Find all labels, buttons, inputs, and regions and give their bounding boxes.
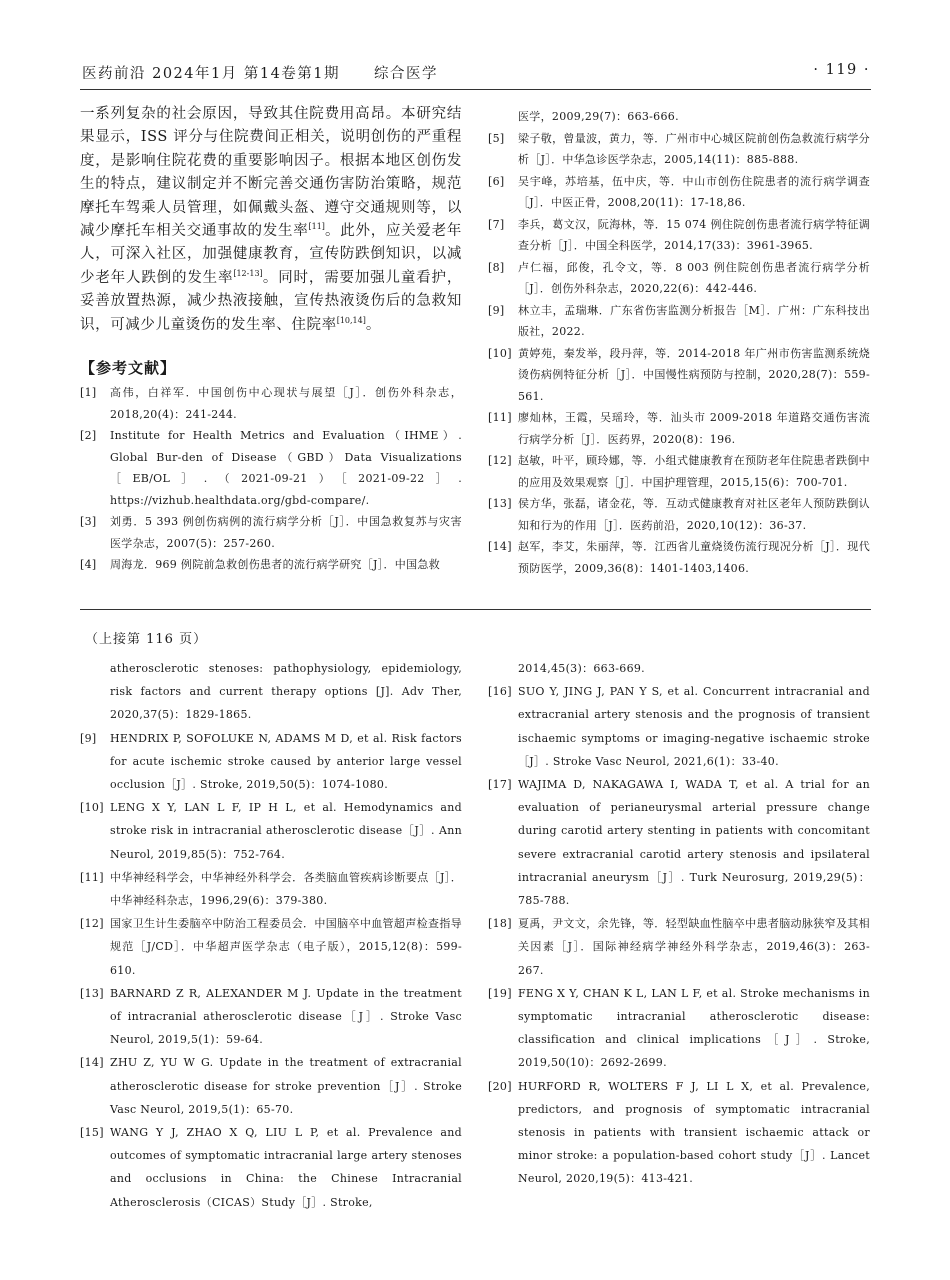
reference-number: [11]: [80, 870, 104, 884]
reference-item: [488, 343, 870, 408]
reference-item: [80, 796, 462, 866]
top-left-column: [80, 103, 462, 576]
reference-text: HURFORD R, WOLTERS F J, LI L X, et al. Prevalence, predictors, and prognosis of symptomatic intracranial stenosis in patients with transient ischaemic attack or minor stroke: a population-based cohort study［J］. Lancet Neurol, 2020,19(5)：413-421.: [518, 1079, 870, 1186]
journal-info: 医药前沿 2024年1月 第14卷第1期: [82, 66, 341, 82]
reference-item: [488, 128, 870, 171]
citation-10-14: [10,14]: [336, 315, 366, 325]
reference-text: WAJIMA D, NAKAGAWA I, WADA T, et al. A trial for an evaluation of perianeurysmal arterial pressure change during carotid artery stenting in patients with concomitant severe extracranial carotid artery stenosis and ipsilateral intracranial aneurysm［J］. Turk Neurosurg, 2019,29(5)：785-788.: [518, 778, 870, 908]
reference-number: [13]: [80, 986, 104, 1000]
reference-text: 黄婷苑，秦发举，段丹萍，等．2014-2018 年广州市伤害监测系统烧烫伤病例特征分析［J］．中国慢性病预防与控制，2020,28(7)：559-561.: [518, 346, 870, 403]
body-text-3: 。同时，需要加强儿童看护，妥善放置热源，减少热液接触，宣传热液烫伤后的急救知识，可减少儿童烫伤的发生率、住院率: [80, 269, 462, 333]
reference-item: [80, 982, 462, 1052]
bottom-left-column: [80, 657, 462, 1214]
reference-text: 赵军，李艾，朱丽萍，等．江西省儿童烧烫伤流行现况分析［J］．现代预防医学，2009,36(8)：1401-1403,1406.: [518, 540, 870, 575]
citation-12-13: [12-13]: [233, 268, 263, 278]
citation-11: [11]: [308, 222, 325, 232]
reference-item: [80, 382, 462, 425]
reference-item: [488, 257, 870, 300]
reference-text: ZHU Z, YU W G. Update in the treatment of extracranial atherosclerotic disease for stroke prevention［J］. Stroke Vasc Neurol, 2019,5(1)：65-70.: [110, 1056, 462, 1116]
reference-item: [80, 866, 462, 912]
reference-text: 高伟，白祥军．中国创伤中心现状与展望［J］．创伤外科杂志，2018,20(4)：241-244.: [110, 386, 462, 421]
reference-item: [488, 171, 870, 214]
ref-4-continued: 医学，2009,29(7)：663-666.: [518, 110, 679, 123]
reference-item: [80, 912, 462, 982]
reference-item: [488, 1075, 870, 1191]
section-divider: [80, 609, 871, 610]
reference-text: 廖灿林，王霞，吴瑶玲，等．汕头市 2009-2018 年道路交通伤害流行病学分析［J］．医药界，2020(8)：196.: [518, 411, 870, 446]
reference-text: 林立丰，孟瑞琳．广东省伤害监测分析报告［M］．广州：广东科技出版社，2022.: [518, 303, 870, 338]
reference-text: 周海龙．969 例院前急救创伤患者的流行病学研究［J］．中国急救: [110, 558, 440, 572]
reference-item: [488, 214, 870, 257]
reference-list-top-left: [80, 382, 462, 576]
reference-number: [2]: [80, 429, 97, 443]
reference-number: [1]: [80, 386, 97, 400]
running-header: [82, 62, 870, 86]
reference-item: [80, 425, 462, 511]
reference-item: [80, 511, 462, 554]
reference-text: 赵敏，叶平，顾玲娜，等．小组式健康教育在预防老年住院患者跌倒中的应用及效果观察［J］．中国护理管理，2015,15(6)：700-701.: [518, 454, 870, 489]
ref-8-continued: atherosclerotic stenoses: pathophysiology, epidemiology, risk factors and current therapy options [J]. Adv Ther, 2020,37(5)：1829-1865.: [110, 662, 462, 722]
reference-number: [9]: [80, 731, 97, 745]
reference-item: [488, 680, 870, 773]
reference-number: [4]: [80, 558, 97, 572]
reference-item: [80, 554, 462, 576]
reference-number: [19]: [488, 986, 512, 1000]
reference-item: [80, 727, 462, 797]
reference-item: [80, 1121, 462, 1214]
reference-text: 吴宇峰，苏培基，伍中庆，等．中山市创伤住院患者的流行病学调查［J］．中医正骨，2008,20(11)：17-18,86.: [518, 174, 870, 209]
reference-continuation: [80, 657, 462, 727]
reference-item: [80, 1051, 462, 1121]
reference-number: [14]: [80, 1056, 104, 1070]
ref-15-continued: 2014,45(3)：663-669.: [518, 662, 645, 675]
reference-text: 国家卫生计生委脑卒中防治工程委员会．中国脑卒中血管超声检查指导规范［J/CD］．中华超声医学杂志（电子版），2015,12(8)：599-610.: [110, 917, 462, 977]
reference-text: 卢仁福，邱俊，孔令文，等．8 003 例住院创伤患者流行病学分析［J］．创伤外科杂志，2020,22(6)：442-446.: [518, 260, 870, 295]
continued-from-note: （上接第 116 页）: [85, 632, 208, 647]
reference-text: Institute for Health Metrics and Evaluation（IHME）. Global Bur-den of Disease（GBD）Data Visualizations［EB/OL］.（2021-09-21）［2021-09-22］. https://vizhub.healthdata.org/gbd-compare/.: [110, 429, 462, 507]
reference-text: 李兵，葛文汉，阮海林，等．15 074 例住院创伤患者流行病学特征调查分析［J］．中国全科医学，2014,17(33)：3961-3965.: [518, 217, 870, 252]
reference-text: 侯方华，张磊，诸金花，等．互动式健康教育对社区老年人预防跌倒认知和行为的作用［J］．医药前沿，2020,10(12)：36-37.: [518, 497, 870, 532]
reference-number: [7]: [488, 217, 505, 231]
section-name: 综合医学: [374, 66, 439, 82]
reference-list-bottom-left: [80, 727, 462, 1214]
reference-text: WANG Y J, ZHAO X Q, LIU L P, et al. Prevalence and outcomes of symptomatic intracranial large artery stenoses and occlusions in China: the Chinese Intracranial Atherosclerosis（CICAS）Study［J］. Stroke,: [110, 1126, 462, 1209]
reference-number: [17]: [488, 778, 512, 792]
header-rule: [80, 89, 871, 90]
discussion-paragraph: [80, 103, 462, 337]
reference-number: [12]: [488, 454, 512, 467]
references-title: 【参考文献】: [80, 359, 177, 378]
reference-number: [10]: [80, 801, 104, 815]
reference-item: [488, 982, 870, 1075]
reference-number: [14]: [488, 540, 512, 553]
reference-number: [10]: [488, 346, 512, 360]
reference-number: [13]: [488, 497, 512, 510]
reference-number: [12]: [80, 917, 104, 931]
reference-item: [488, 407, 870, 450]
reference-number: [18]: [488, 917, 512, 931]
reference-item: [488, 450, 870, 493]
reference-item: [488, 773, 870, 912]
body-text-4: 。: [365, 316, 381, 333]
reference-number: [15]: [80, 1126, 104, 1140]
top-right-column: [488, 106, 870, 579]
reference-list-bottom-right: [488, 680, 870, 1190]
header-left: [82, 62, 438, 83]
bottom-right-column: [488, 657, 870, 1191]
reference-number: [8]: [488, 260, 505, 274]
reference-number: [6]: [488, 174, 505, 188]
reference-text: BARNARD Z R, ALEXANDER M J. Update in the treatment of intracranial atherosclerotic disease［J］. Stroke Vasc Neurol, 2019,5(1)：59-64.: [110, 986, 462, 1047]
reference-item: [488, 300, 870, 343]
reference-continuation: [488, 106, 870, 128]
reference-text: SUO Y, JING J, PAN Y S, et al. Concurrent intracranial and extracranial artery stenosis and the prognosis of transient ischaemic symptoms or imaging-negative ischaemic stroke［J］. Stroke Vasc Neurol, 2021,6(1)：33-40.: [518, 685, 870, 768]
reference-text: LENG X Y, LAN L F, IP H L, et al. Hemodynamics and stroke risk in intracranial atherosclerotic disease［J］. Ann Neurol, 2019,85(5)：752-764.: [110, 801, 462, 861]
reference-list-top-right: [488, 128, 870, 580]
body-text-1: 一系列复杂的社会原因，导致其住院费用高昂。本研究结果显示，ISS 评分与住院费间正相关，说明创伤的严重程度，是影响住院花费的重要影响因子。根据本地区创伤发生的特点，建议制定并不断完善交通伤害防治策略，规范摩托车驾乘人员管理，如佩戴头盔、遵守交通规则等，以减少摩托车相关交通事故的发生率: [80, 106, 462, 240]
reference-text: HENDRIX P, SOFOLUKE N, ADAMS M D, et al. Risk factors for acute ischemic stroke caused by anterior large vessel occlusion［J］. Stroke, 2019,50(5)：1074-1080.: [110, 731, 462, 792]
reference-number: [5]: [488, 131, 505, 145]
reference-item: [488, 536, 870, 579]
reference-item: [488, 912, 870, 982]
reference-text: FENG X Y, CHAN K L, LAN L F, et al. Stroke mechanisms in symptomatic intracranial atherosclerotic disease: classification and clinical implications［J］. Stroke, 2019,50(10)：2692-2699.: [518, 986, 870, 1070]
page-number: · 119 ·: [813, 62, 870, 78]
body-text-2: 。此外，应关爱老年人，可深入社区，加强健康教育，宣传防跌倒知识，以减少老年人跌倒的发生率: [80, 223, 462, 286]
reference-number: [9]: [488, 303, 505, 317]
reference-text: 刘勇．5 393 例创伤病例的流行病学分析［J］．中国急救复苏与灾害医学杂志，2007(5)：257-260.: [110, 515, 462, 550]
reference-text: 中华神经科学会，中华神经外科学会．各类脑血管疾病诊断要点［J］．中华神经科杂志，1996,29(6)：379-380.: [110, 870, 462, 908]
reference-number: [16]: [488, 685, 512, 699]
reference-number: [11]: [488, 411, 512, 424]
reference-number: [20]: [488, 1079, 512, 1093]
reference-number: [3]: [80, 515, 97, 529]
reference-continuation: [488, 657, 870, 680]
reference-text: 梁子敬，曾量波，黄力，等．广州市中心城区院前创伤急救流行病学分析［J］．中华急诊医学杂志，2005,14(11)：885-888.: [518, 131, 870, 166]
reference-text: 夏禹，尹文文，余先锋，等．轻型缺血性脑卒中患者脑动脉狭窄及其相关因素［J］．国际神经病学神经外科学杂志，2019,46(3)：263-267.: [518, 917, 870, 977]
reference-item: [488, 493, 870, 536]
